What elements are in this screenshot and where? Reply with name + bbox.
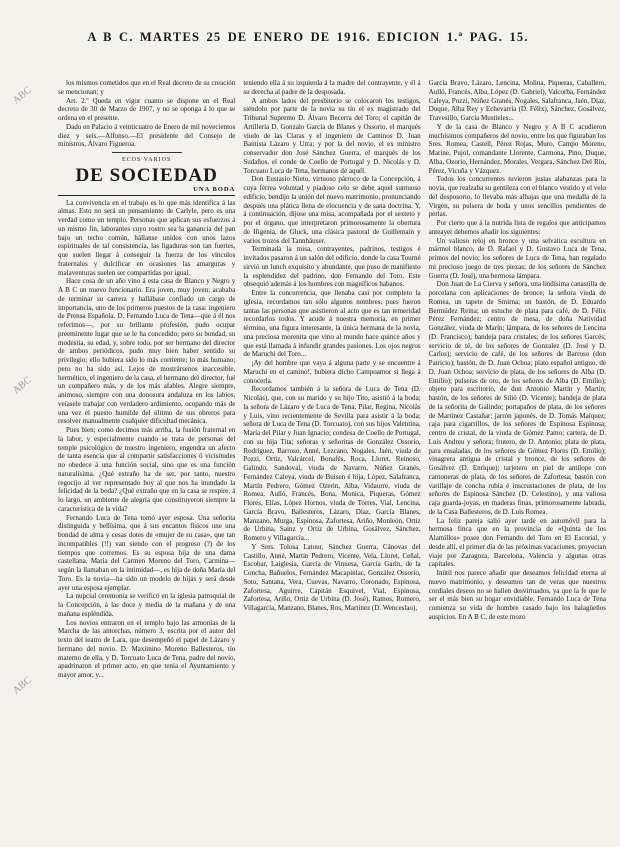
paragraph: Un valioso reloj en bronce y una selvatica escultura en mármol blanco, de D. Rafael y D. Gustavo Luca de Tena, primos del novio; los señores de Luca de Tena, han regalado mi precioso juego de tres piezas; de los señores de Sánchez Guerra (D. José), una hermosa lámpara. (428, 236, 606, 280)
page-header (10, 0, 606, 58)
column-1 (58, 79, 235, 841)
paragraph: Por cierto que á la nutrida lista de regalos que anticipamos anteayer debemos añadir los siguientes: (428, 219, 606, 236)
column-3 (429, 79, 606, 841)
article-columns (58, 79, 606, 841)
section-title: DE SOCIEDAD (75, 164, 218, 186)
left-margin (8, 80, 54, 847)
paragraph: Terminada la misa, contrayentes, padrinos, testigos é invitados pasaron á un salón del edificio, donde la casa Tourné sirvió un lunch exquisito y abundante, que puso de manifiesto la esplendidez del padrino, don Fernando del Toro. Este obsequió además á los hombres con magníficos habanos. (243, 245, 421, 289)
paragraph: Y Sres. Tolosa Latour, Sánchez Guerra, Cánovas del Castillo, Anné, Martín Pedrero, Vicente, Vela, Lloret, Ceñal, Escobar, Laiglesia, García de Vinuesa, García Garín, de la Concha, Bañuelos, Fernández Macapinlac, González Ossorio, Soto, Santana, Vera, Cuevas, Navarro, Coronado, Espinosa, Zafortesa, Aguirre, Capitán Esquivel, Vial, Espinosa, Zafortesa, Ariño, Ortiz de Urbina (D. José), Ramos, Romero, Villagarcía, Manzano, Blanes, Ros, Martínez (D. Wenceslao), (243, 542, 421, 612)
paragraph: teniendo ella á su izquierda á la madre del contrayente, y él á su derecha al padre de la desposada. (243, 79, 421, 96)
watermark-mark: ABC (10, 674, 34, 697)
paragraph: La convivencia en el trabajo es lo que más identifica á las almas. Esto no será un pensamiento de Carlyle, pero es una verdad como un templo. Personas que aplican sus esfuerzos á un mismo fin, laborantes cuyo rostro sea la ganancia del pan bajo un techo común, hállanse unidos con unos lazos espirituales de tal consistencia, las ligaduras son tan fuertes, que suelen llegar á conseguir la fuerza de los vínculos fraternales y dulcificar en ocasiones las amarguras y malaventuras suelen ser compartidas por igual. (58, 198, 236, 277)
paragraph: Art. 2.º Queda en vigor cuanto se dispone en el Real decreto de 30 de Marzo de 1907, y no se oponga á lo que se ordena en el presente. (58, 96, 236, 122)
paragraph: La nupcial ceremonia se verificó en la iglesia parroquial de la Concepción, á las doce y media de la mañana y de una mañana espléndida. (58, 592, 236, 618)
section-kicker: ECOS VARIOS (122, 157, 172, 163)
divider (112, 152, 182, 153)
paragraph: Don Juan de La Cierva y señora, una lindísima canastilla de porcelana con aplicaciones de bronce; la señora viuda de Romea, un tapete de Smirna; un bastón, de D. Eduardo Bermúdez Reina; un estuche de plata para café, de D. Félix Pérez Fernández; centro de mesa, de doña Natividad González, viuda de Marín; lámpara, de los señores de Lencina (D. Francisco); bandeja para cristales; de los señores Garcés; servicio de té, de los señores de Gonzalez (D. José y D. Carlos); servicio de café, de los señores de Barroso (don Patricio); bastón, de D. Juan Ochoa; plato español antiguo, de D. Juan Ochoa; servicio de plata, de los señores de Alba (D. Emilio); pulseras de oro, de los señores de Alba (D. Emilio); objeto para escritorio, de don Antonio Martín y Martín; bastón, de los señores de Silió (D. Vicente); bandeja de plata de la señorita de Galindo; portapaños de plata, de los señores de Martínez Castañar; jarrón japonés, de D. Tomás Maíquez; caja para cigarrillos, de los señores de Espinosa Espinosa; centro de cristal, de la viuda de Gómez Pamo; cartera, de D. Luis Andreu y señora; frutero, de D. Antonio; plata de plata, para ensaladas, de los señores de Gómez Flores (D. Emilio); vinagrera antigua de cristal y bronce, de los señores de Gosálvez (D. Enrique); tarjetero en piel de antílope con cantoneras de plata, de los señores de Zafortesa; bastón con varillaje de concha rubia é inscrustaciones de plata, de los señores de Espinosa Sánchez (D. Celestino), y una valiosa caja guarda-joyas, en maderas finas, primorosamente labrada, de la Casa Ballesteros, de D. Luis Romea. (428, 280, 606, 516)
paragraph: Hace cosa de un año vino á esta casa de Blanco y Negro y A B C un nuevo funcionario. Era joven, muy joven; acababa de terminar su carrera y hallábase confiado un cargo de importancia, uno de los primeros puestos de la casa: ingeniero de Prensa Española. D. Fernando Luca de Tena—que á él nos referimos—, por su brillante profesión, pudo ocupar preeminente lugar que se le ha concedido; pero su bondad, su modestia, su edad, y, sobre todo, por ser hermano del director de ambos periódicos, pudo muy bien haber sentido su privilegio; ello hubiera sido lo más corriente; lo más humano; pero no ha sido así. Lejos de mostrársenos inaccesible, hermético, el ingeniero de la casa, el hermano del director, fué un compañero más, y de los más afables. Alegre siempre, animoso, siempre con una donosura andaluza en los labios, veíasele trabajar con verdadero ardimiento, ocupando más de una vez el puesto humilde del último de sus obreros para resolver manualmente cualquier dificultad mecánica. (58, 277, 236, 426)
paragraph: Entre la concurrencia, que llenaba casi por completo la iglesia, recordamos tan sólo algunos nombres, pues fueron tantas las personas que asistieron al acto que es tan temeridad recordarlos todos. Y acude á nuestra memoria, en primer término, una figura interesante, la única hermana de la novia, una preciosa morenita que vino al mundo hace quince años y que está llamada á infundir grandes pasiones. Los ojos negros de Maruchi del Toro... (243, 289, 421, 359)
header-text: A B C. MARTES 25 DE ENERO DE 1916. EDICION 1.ª PAG. 15. (87, 30, 529, 44)
section-subtitle: UNA BODA (58, 186, 235, 196)
paragraph: Recordamos también á la señora de Luca de Tena (D. Nicolás), que, con su marido y su hijo Tito, asistió á la boda; la señora de Lázaro y de Luca de Tena, Pilar, Regina, Nicolás y Luis, vino recientemente de Sevilla para asistir á la boda; señora de Luca de Tena (D. Torcuato), con sus hijos Valentina, María del Pilar y Juan Ignacio; condesa de Coello de Portugal, con su hija Tita; señoras y señoritas de González Ossorio, Rodríguez, Barroso, Anné, Lezcano, Nogales, Jaén, viuda de Pozzi, Ortiz, Valcárcel, Bonafés, Roca, Lloret, Reinoso, Galindo, Sandoval, viuda de Navarro, Núñez Granés, Fernández Caleya, viuda de Buisen é hija, López, Salafranca, Martín Pedrero, Gómez Ozerin, Alba, Vidaurre, viuda de Romea, Aulló, Francés, Bona, Monica, Piqueras, Gómez Flores, Elías, López Hornos, viuda de Torres, Vial, Lencina, García Bravo, Ballesteros, Lázaro, Díaz, García Blanes, Manzano, Murga, Espinosa, Zafortesa, Ariño, Monleón, Ortiz de Urbina, Sainz y Ortiz de Urbina, Gosálvez, Sánchez, Romero y Villagarcía... (243, 385, 421, 542)
column-2 (243, 79, 420, 841)
paragraph: Fernando Luca de Tena tomó ayer esposa. Una señorita distinguida y bellísima, que á sus encantos físicos une una bondad de alma y cesas dotes de «mujer de su casa», que tan incompatibles (!!) van siendo con el progreso (?) de los tiempos que corremos. Es su esposa hija de una dama castellana. María del Carmen Moreno del Toro, Carmina—según la llamaban en la intimidad—, es hija de doña María del Toro. Es la novia—ha sido un modelo de hijas y será desde ayer una esposa ejemplar. (58, 513, 236, 592)
watermark-mark: ABC (10, 374, 34, 397)
paragraph: Inútil nos parece añadir que deseamos felicidad eterna al nuevo matrimonio, y deseamos tan de veras que nuestros cordiales deseos no se hallen desvirtuados, ya que la fe que le ser el más bien su hogar envidiable. Fernando Luca de Tena comienza su vida de hombre casado bajo los halagüeños auspicios. En A B C, de este mozo (428, 569, 606, 621)
paragraph: García Bravo, Lázaro, Lencina, Molina, Piqueras, Caballero, Aulló, Francés, Alba, López (D. Gabriel), Valcorba, Fernández Caleya, Pozzi, Núñez Granés, Nogales, Salafranca, Jaén, Díaz, Duque, Alba Rey y Echevarría (D. Félix), Sánchez, Gosálvez, Travesillo, García Mustieles... (428, 79, 606, 122)
paragraph: Todos los concurrentes tuvieron justas alabanzas para la novia, que realzaba su gentileza con el blanco vestido y el velo del desposorio, lo llevaba más alhajas que una medalla de la Virgen, su pulsera de boda y unos sencillos pendientes de perlas. (428, 175, 606, 219)
paragraph: Los novios entraron en el templo bajo las armonías de la Marcha de las antorchas, número 3, escrita por el autor del texto del teatro de Lara, que desempeñó el papel de Lázaro y hermano del novio. D. Maximino Moreno Ballesteros, tío materno de ella, y D. Torcuato Luca de Tena, padre del novio, apadrinaron el primer acto, en que tenía el Ayuntamiento y mayor amor, y... (58, 618, 236, 679)
paragraph: Dado en Palacio á veinticuatro de Enero de mil novecientos diez y seis.—Alfonso.—El presidente del Consejo de ministros, Álvaro Figueroa. (58, 122, 236, 149)
paragraph: A ambos lados del presbiterio se colocaron los testigos, siéndolo por parte de la novia su tío el ex magistrado del Tribunal Supremo D. Álvaro Becerra del Toro; el capitán de Artillería D. Gonzalo García de Blanes y Ossorio, el marqués viudo de las Claras y el ingeniero de Caminos D. Juan Bautista Lázaro y Urra; y por la del novio, el ex ministro conservador don José Sánchez Guerra, el marqués de los Sudaños, el conde de Coello de Portugal y D. Nicolás y D. Torcuato Luca de Tena, hermanos de aquél. (243, 96, 421, 175)
paragraph: Don Eustasio Nieto, virtuoso párroco de la Concepción, á cuya férrea voluntad y piadoso celo se debe aquel suntuoso edificio, bendijo la unión del nuevo matrimonio, pronunciando después una plática llena de elocuencia y de sana doctrina. Y, á continuación, díjose una misa, acompañada por el sexteto y por el órgano, que interpretaron primorosamente la obertura de Ifigenia, de Gluck, una clásica pastoral de Guillemain y varios trozos del Tannhäuser. (243, 175, 421, 245)
paragraph: los mismos cometidos que en el Real decreto de su creación se mencionan; y (58, 79, 236, 96)
paragraph: ¡Ay del hombre que vaya á alguna parte y se encuentre á Maruchi en el camino!, hubiera dicho Campoamor si llega á conocerla. (243, 359, 421, 385)
paragraph: La feliz pareja salió ayer tarde en automóvil para la hermosa finca que en la provincia de «Quinta de los Alamillos» posee don Fernando del Toro en El Escorial, y desde allí, el primer día de las próximas vacaciones, proyectan viaje por Zaragoza, Barcelona, Valencia y algunas otras capitales. (428, 516, 606, 569)
paragraph: Pues bien; como decimos más arriba, la fusión fraternal en la labor, y especialmente cuando se trata de personas del temple psicológico de nuestro ingeniero, engendra un afecto de tanta esencia que al compartir satisfacciones ó vicisitudes no obedece á una función social, sino que es una función naturalísima. ¿Qué extraño ha de ser, por tanto, nuestro regocijo al ver representado hoy al que nos ha inundado la felicidad de la boda? ¿Qué extraño que en la casa se respire, á lo largo, un ambiente de alegría que constituyeron siempre la característica de la vida? (58, 426, 236, 513)
paragraph: Y de la casa de Blanco y Negro y A B C acudieron muchísimos compañeros del novio, entre los que figuraban los Sres. Romea, Castell, Pérez Rojas, Muro, Campo Moreno, Marine, Pujol, comandante Llorente, Carmona, Pino, Duque, Alba, Ozorio, Hernández, Morales, Vergara, Sánchez Del Río, Pérez, Vicuña y Vázquez. (428, 122, 606, 175)
watermark-mark: ABC (10, 84, 34, 107)
